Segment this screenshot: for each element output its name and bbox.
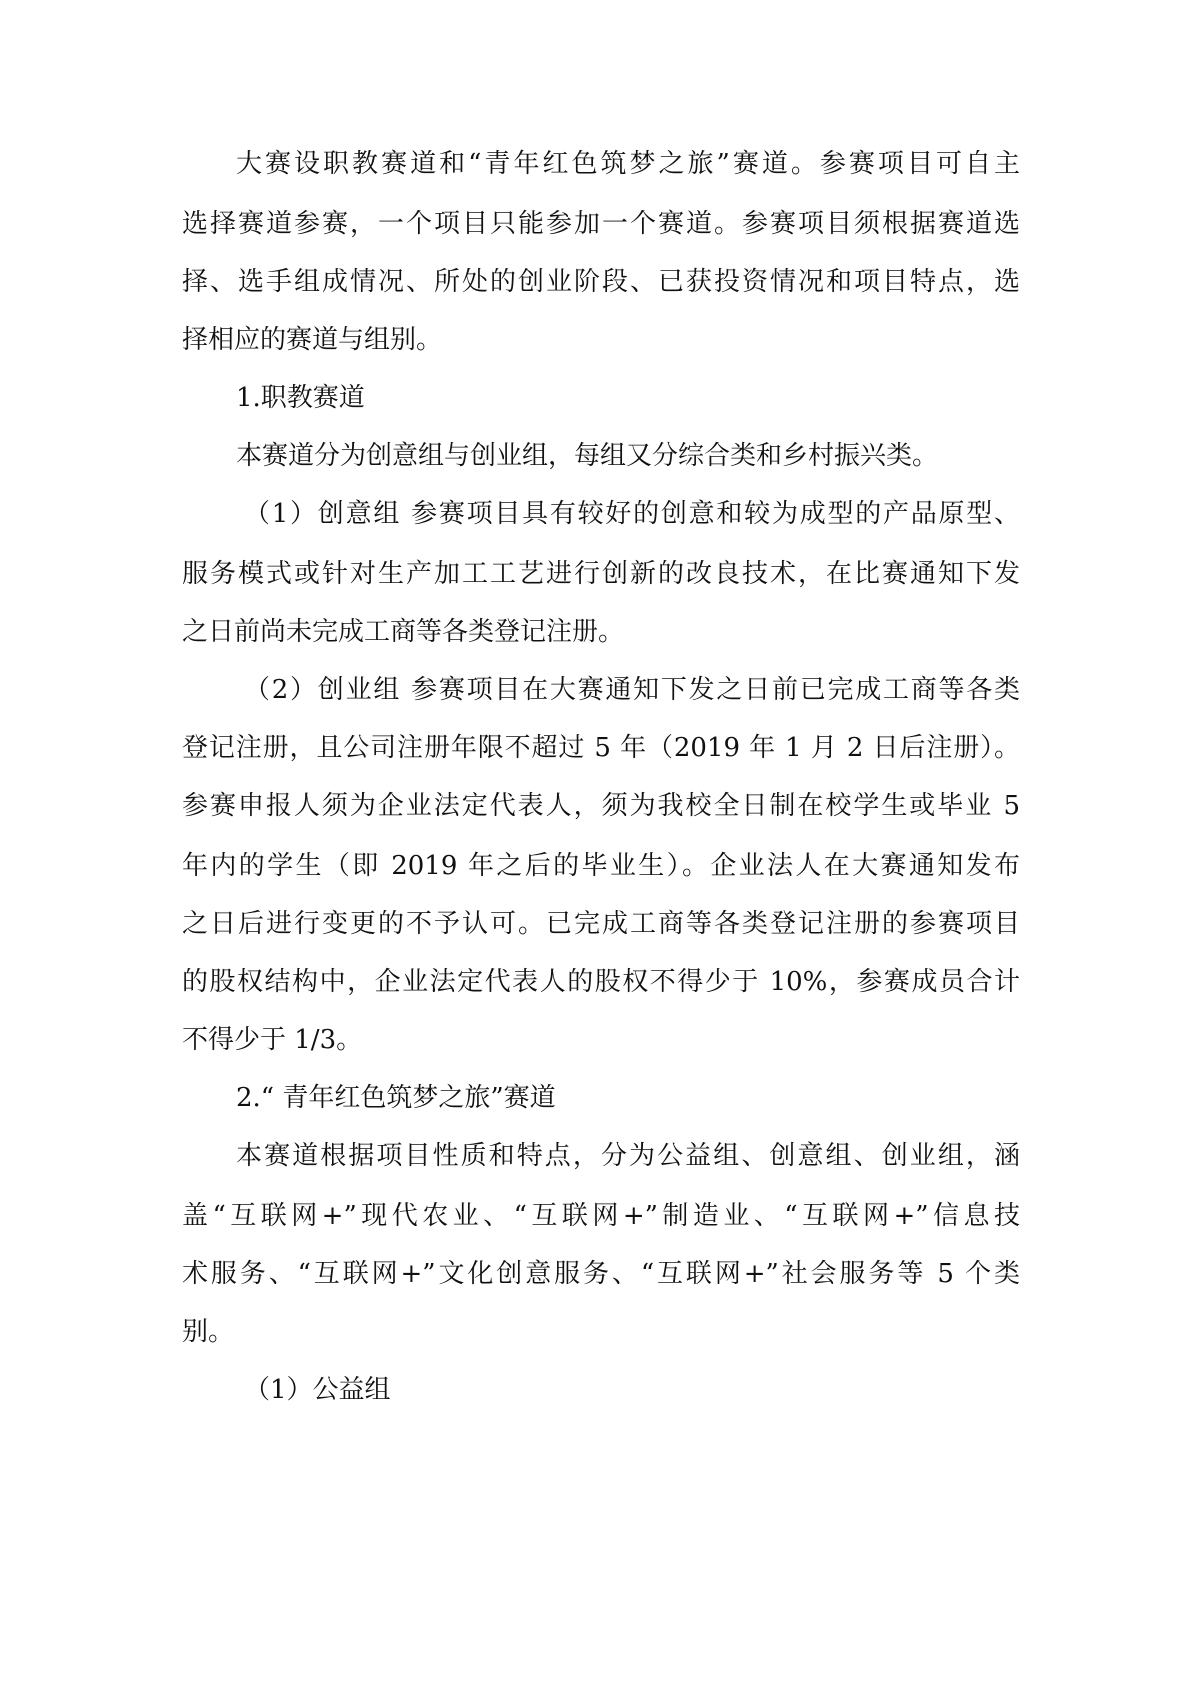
paragraph-startup-group-line: （2）创业组 参赛项目在大赛通知下发之日前已完成工商等各类	[244, 675, 1020, 705]
paragraph-track2-description-line: 本赛道根据项目性质和特点，分为公益组、创意组、创业组，涵	[236, 1141, 1020, 1171]
paragraph-creative-group-line: 服务模式或针对生产加工工艺进行创新的改良技术，在比赛通知下发	[182, 559, 1020, 589]
paragraph-startup-group-line: 年内的学生（即 2019 年之后的毕业生）。企业法人在大赛通知发布	[182, 851, 1020, 881]
paragraph-startup-group-line: 之日后进行变更的不予认可。已完成工商等各类登记注册的参赛项目	[182, 909, 1020, 939]
paragraph-creative-group-line: （1）创意组 参赛项目具有较好的创意和较为成型的产品原型、	[244, 499, 1020, 529]
paragraph-track2-description-line: 术服务、“互联网+”文化创意服务、“互联网+”社会服务等 5 个类	[182, 1259, 1020, 1289]
paragraph-intro-line: 择相应的赛道与组别。	[182, 325, 443, 355]
paragraph-intro-line: 择、选手组成情况、所处的创业阶段、已获投资情况和项目特点，选	[182, 267, 1020, 297]
paragraph-intro-line: 选择赛道参赛，一个项目只能参加一个赛道。参赛项目须根据赛道选	[182, 209, 1020, 239]
section-heading-red-dream-track: 2.“ 青年红色筑梦之旅”赛道	[236, 1083, 556, 1113]
subheading-public-welfare-group: （1）公益组	[244, 1375, 391, 1405]
paragraph-track2-description-line: 盖“互联网+”现代农业、“互联网+”制造业、“互联网+”信息技	[182, 1201, 1020, 1231]
paragraph-startup-group-line: 登记注册，且公司注册年限不超过 5 年（2019 年 1 月 2 日后注册）。	[182, 733, 1020, 763]
paragraph-startup-group-line: 不得少于 1/3。	[182, 1025, 363, 1055]
paragraph-track2-description-line: 别。	[182, 1317, 235, 1347]
paragraph-intro-line: 大赛设职教赛道和“青年红色筑梦之旅”赛道。参赛项目可自主	[236, 149, 1020, 179]
paragraph-track1-description: 本赛道分为创意组与创业组，每组又分综合类和乡村振兴类。	[236, 441, 939, 471]
paragraph-startup-group-line: 参赛申报人须为企业法定代表人，须为我校全日制在校学生或毕业 5	[182, 791, 1020, 821]
paragraph-startup-group-line: 的股权结构中，企业法定代表人的股权不得少于 10%，参赛成员合计	[182, 967, 1020, 997]
section-heading-vocational-track: 1.职教赛道	[236, 383, 365, 413]
paragraph-creative-group-line: 之日前尚未完成工商等各类登记注册。	[182, 617, 625, 647]
